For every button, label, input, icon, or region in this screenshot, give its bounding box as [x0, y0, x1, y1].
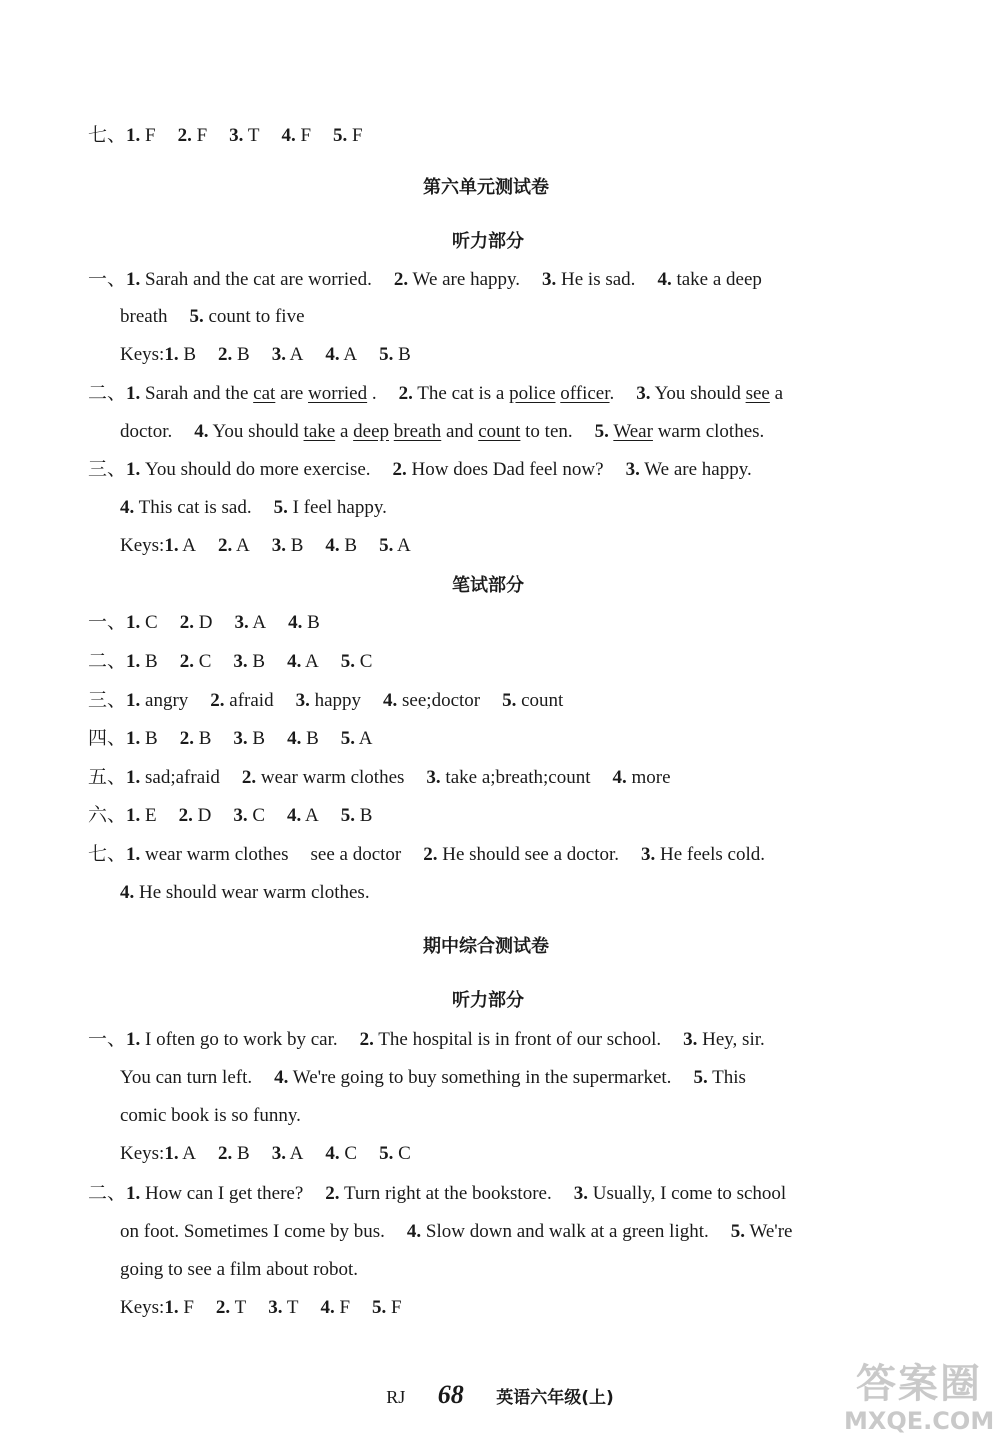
item-number: 3.: [683, 1029, 698, 1050]
item-number: 3.: [233, 651, 248, 672]
item-answer: C: [252, 805, 266, 826]
keys-line: [120, 1296, 402, 1320]
item-answer: C: [198, 651, 212, 672]
question-label: 二、: [88, 1183, 127, 1204]
item-number: 1.: [126, 125, 141, 146]
item-answer: comic book is so funny.: [120, 1105, 301, 1126]
item-number: 3.: [233, 805, 248, 826]
item-number: 3.: [268, 1297, 283, 1318]
item-number: 1.: [164, 1297, 179, 1318]
item-number: 1.: [126, 805, 141, 826]
underlined-word: count: [478, 421, 521, 442]
item-number: 4.: [287, 651, 302, 672]
item-answer: F: [300, 125, 312, 146]
item-answer: B: [145, 651, 158, 672]
series-code: RJ: [386, 1387, 406, 1407]
item-number: 4.: [325, 1143, 340, 1164]
item-number: 1.: [126, 767, 141, 788]
question-label: 一、: [88, 1029, 127, 1050]
item-number: 2.: [179, 728, 194, 749]
question-label: Keys:: [120, 1297, 165, 1318]
underlined-word: police: [509, 383, 556, 404]
answer-line: [88, 458, 752, 482]
item-answer: more: [631, 767, 671, 788]
answer-line: [88, 1182, 786, 1206]
item-number: 2.: [241, 767, 257, 788]
item-answer: breath: [120, 306, 168, 327]
item-number: 3.: [426, 767, 441, 788]
answer-line: [120, 496, 387, 520]
item-number: 2.: [179, 651, 194, 672]
underlined-word: Wear: [613, 421, 653, 442]
item-number: 1.: [126, 844, 141, 865]
item-number: 4.: [320, 1297, 335, 1318]
answer-line: [88, 124, 363, 148]
item-answer: on foot. Sometimes I come by bus.: [120, 1221, 385, 1242]
keys-line: [120, 343, 411, 367]
item-answer: A: [182, 1143, 197, 1164]
underlined-word: see: [745, 383, 770, 404]
item-number: 5.: [379, 344, 394, 365]
item-number: 4.: [287, 728, 302, 749]
question-label: 五、: [88, 767, 127, 788]
underlined-word: take: [303, 421, 336, 442]
item-answer: D: [197, 805, 212, 826]
item-answer: count: [521, 690, 564, 711]
item-number: 2.: [359, 1029, 374, 1050]
item-answer: I often go to work by car.: [145, 1029, 338, 1050]
item-number: 4.: [288, 612, 303, 633]
item-answer: going to see a film about robot.: [120, 1259, 358, 1280]
item-answer: B: [290, 535, 304, 556]
answer-line: [88, 689, 563, 713]
watermark-logo: [844, 1360, 994, 1440]
item-number: 1.: [126, 459, 141, 480]
item-answer: We are happy.: [412, 269, 521, 290]
item-answer: T: [247, 125, 260, 146]
item-number: 3.: [542, 269, 557, 290]
section-title-unit6: 第六单元测试卷: [423, 177, 549, 198]
item-number: 1.: [126, 728, 141, 749]
answer-line: [120, 1258, 358, 1282]
item-answer: He should wear warm clothes.: [139, 882, 370, 903]
keys-line: [120, 1142, 411, 1166]
item-answer: B: [145, 728, 158, 749]
answer-line: [88, 766, 671, 790]
item-answer: Slow down and walk at a green light.: [425, 1221, 709, 1242]
underlined-word: cat: [253, 383, 276, 404]
answer-line: [120, 1066, 746, 1090]
item-number: 3.: [271, 1143, 286, 1164]
item-number: 1.: [126, 690, 141, 711]
item-number: 3.: [233, 728, 248, 749]
item-number: 2.: [392, 459, 407, 480]
item-number: 3.: [271, 535, 286, 556]
item-answer: You can turn left.: [120, 1067, 253, 1088]
underlined-word: deep: [353, 421, 390, 442]
item-answer: How can I get there?: [145, 1183, 304, 1204]
item-answer: wear warm clothes: [260, 767, 405, 788]
item-number: 1.: [164, 535, 179, 556]
item-number: 1.: [164, 344, 179, 365]
item-answer: A: [343, 344, 358, 365]
item-answer: F: [391, 1297, 402, 1318]
question-label: 七、: [88, 125, 127, 146]
item-answer: Sarah and the cat are worried.: [145, 269, 372, 290]
underlined-word: worried: [308, 383, 368, 404]
underlined-word: breath: [393, 421, 442, 442]
item-answer: How does Dad feel now?: [411, 459, 604, 480]
item-answer: B: [252, 651, 266, 672]
item-answer: A: [358, 728, 373, 749]
item-answer: take a deep: [676, 269, 762, 290]
item-number: 2.: [325, 1183, 340, 1204]
answer-line: [88, 843, 765, 867]
item-number: 5.: [333, 125, 348, 146]
watermark-url: MXQE.COM: [844, 1407, 995, 1435]
answer-line: [88, 650, 372, 674]
item-answer: B: [237, 344, 250, 365]
item-number: 5.: [693, 1067, 708, 1088]
question-label: 二、: [88, 383, 127, 404]
item-answer: He should see a doctor.: [442, 844, 620, 865]
item-answer: B: [307, 612, 320, 633]
answer-line: [88, 804, 372, 828]
item-answer: B: [198, 728, 212, 749]
item-answer: F: [196, 125, 208, 146]
question-label: 一、: [88, 612, 127, 633]
item-number: 4.: [281, 125, 296, 146]
item-number: 1.: [126, 269, 141, 290]
item-number: 5.: [189, 306, 204, 327]
item-answer: Hey, sir.: [702, 1029, 765, 1050]
item-answer: sad;afraid: [145, 767, 220, 788]
item-number: 3.: [229, 125, 244, 146]
item-answer: E: [145, 805, 157, 826]
item-answer: This: [712, 1067, 746, 1088]
item-answer: B: [237, 1143, 250, 1164]
item-answer: angry: [145, 690, 189, 711]
item-number: 3.: [573, 1183, 588, 1204]
item-number: 4.: [120, 882, 135, 903]
item-answer: A: [235, 535, 250, 556]
watermark-text: 答案圈: [856, 1361, 982, 1407]
item-number: 5.: [502, 690, 517, 711]
item-number: 1.: [126, 651, 141, 672]
item-number: 4.: [383, 690, 398, 711]
question-label: 六、: [88, 805, 127, 826]
item-answer: A: [305, 805, 319, 826]
item-number: 3.: [295, 690, 310, 711]
item-number: 5.: [372, 1297, 387, 1318]
answer-line: [88, 727, 372, 751]
item-answer: Usually, I come to school: [592, 1183, 787, 1204]
answer-line: [88, 611, 320, 635]
item-answer: A: [397, 535, 411, 556]
item-answer: B: [252, 728, 266, 749]
item-answer: Turn right at the bookstore.: [343, 1183, 552, 1204]
item-answer: A: [182, 535, 197, 556]
item-number: 2.: [393, 269, 409, 290]
item-number: 3.: [625, 459, 640, 480]
item-answer: A: [289, 344, 304, 365]
item-answer: He is sad.: [561, 269, 636, 290]
item-answer: T: [286, 1297, 299, 1318]
subsection-title-written: 笔试部分: [452, 575, 524, 596]
item-answer: see;doctor: [402, 690, 481, 711]
item-number: 2.: [210, 690, 225, 711]
item-number: 2.: [215, 1297, 231, 1318]
item-number: 4.: [287, 805, 302, 826]
subsection-title-listening: 听力部分: [452, 231, 524, 252]
question-label: Keys:: [120, 344, 165, 365]
answer-line: [88, 268, 762, 292]
item-answer: C: [145, 612, 158, 633]
item-number: 4.: [325, 344, 340, 365]
item-number: 5.: [379, 1143, 394, 1164]
item-answer: wear warm clothes: [145, 844, 289, 865]
item-answer: D: [198, 612, 213, 633]
answer-line: [120, 305, 305, 329]
item-answer: T: [234, 1297, 247, 1318]
item-number: 2.: [218, 344, 233, 365]
item-number: 5.: [340, 651, 356, 672]
item-number: 1.: [126, 612, 141, 633]
item-number: 4.: [657, 269, 672, 290]
item-number: 5.: [340, 728, 356, 749]
item-answer: This cat is sad.: [138, 497, 252, 518]
item-answer: take a;breath;count: [445, 767, 591, 788]
item-answer: A: [252, 612, 267, 633]
item-answer: C: [344, 1143, 358, 1164]
item-answer: see a doctor: [310, 844, 402, 865]
item-number: 4.: [612, 767, 627, 788]
item-number: 2.: [218, 1143, 233, 1164]
item-number: 3.: [271, 344, 286, 365]
item-answer: F: [145, 125, 156, 146]
item-answer: happy: [314, 690, 362, 711]
item-number: 1.: [164, 1143, 179, 1164]
book-subject: 英语六年级(上): [496, 1388, 614, 1408]
section-title-midterm: 期中综合测试卷: [423, 936, 549, 957]
question-label: 二、: [88, 651, 127, 672]
item-answer: F: [352, 125, 363, 146]
answer-line: [88, 1028, 765, 1052]
question-label: Keys:: [120, 535, 165, 556]
item-answer: count to five: [208, 306, 305, 327]
keys-line: [120, 534, 411, 558]
item-number: 4.: [325, 535, 340, 556]
item-answer: A: [289, 1143, 304, 1164]
item-number: 2.: [178, 805, 193, 826]
answer-line: [120, 1104, 301, 1128]
item-answer: A: [305, 651, 319, 672]
answer-line: doctor. 4. You should take a deep breath and count to ten. 5. Wear warm clothes.: [120, 421, 765, 442]
item-answer: You should do more exercise.: [145, 459, 371, 480]
item-answer: B: [398, 344, 411, 365]
item-number: 2.: [218, 535, 233, 556]
underlined-word: officer: [560, 383, 610, 404]
item-answer: We're: [749, 1221, 793, 1242]
item-answer: afraid: [229, 690, 274, 711]
item-number: 5.: [340, 805, 355, 826]
item-answer: F: [339, 1297, 351, 1318]
item-answer: B: [344, 535, 358, 556]
question-label: 三、: [88, 690, 127, 711]
item-answer: He feels cold.: [660, 844, 765, 865]
item-answer: We are happy.: [644, 459, 752, 480]
item-answer: I feel happy.: [292, 497, 387, 518]
page-number: 68: [437, 1380, 464, 1409]
answer-line: [120, 881, 370, 905]
item-number: 3.: [234, 612, 249, 633]
question-label: 四、: [88, 728, 127, 749]
item-answer: B: [306, 728, 319, 749]
question-label: Keys:: [120, 1143, 165, 1164]
item-number: 2.: [179, 612, 194, 633]
item-number: 4.: [120, 497, 135, 518]
item-answer: The hospital is in front of our school.: [378, 1029, 662, 1050]
answer-line: [120, 1220, 792, 1244]
item-answer: B: [183, 344, 197, 365]
item-number: 4.: [406, 1221, 422, 1242]
item-answer: C: [359, 651, 373, 672]
subsection-title-listening: 听力部分: [452, 990, 524, 1011]
item-answer: We're going to buy something in the supermarket.: [292, 1067, 672, 1088]
item-number: 5.: [273, 497, 288, 518]
item-number: 1.: [126, 1029, 141, 1050]
item-number: 5.: [379, 535, 394, 556]
item-answer: C: [398, 1143, 411, 1164]
question-label: 三、: [88, 459, 127, 480]
question-label: 七、: [88, 844, 127, 865]
item-answer: B: [359, 805, 373, 826]
item-number: 2.: [423, 844, 438, 865]
answer-line: 二、1. Sarah and the cat are worried . 2. The cat is a police officer. 3. You should see a: [88, 383, 784, 404]
item-number: 4.: [274, 1067, 289, 1088]
item-number: 2.: [177, 125, 192, 146]
item-number: 1.: [126, 1183, 141, 1204]
question-label: 一、: [88, 269, 127, 290]
item-number: 3.: [641, 844, 656, 865]
item-answer: F: [183, 1297, 194, 1318]
item-number: 5.: [730, 1221, 746, 1242]
